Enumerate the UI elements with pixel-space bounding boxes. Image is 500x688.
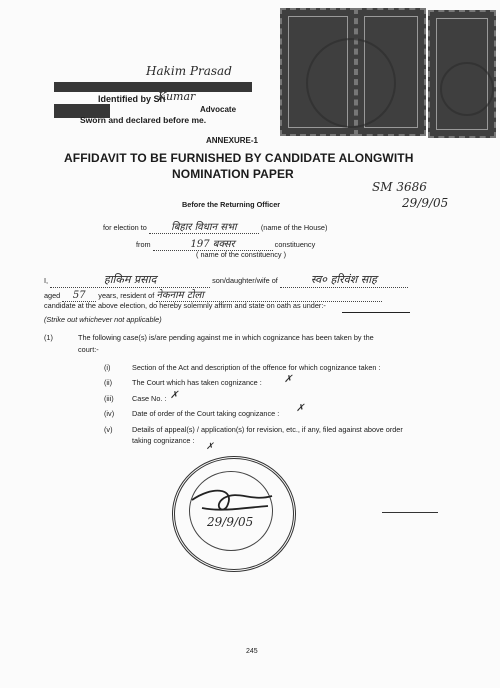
case-item-text: The Court which has taken cognizance : xyxy=(132,378,262,387)
constituency-name: 197 बक्सर xyxy=(153,236,273,251)
page-number: 245 xyxy=(246,648,258,655)
aged-label: aged xyxy=(44,291,61,300)
constituency-suffix: constituency xyxy=(274,240,316,249)
annexure-label: ANNEXURE-1 xyxy=(206,136,259,145)
deponent-name-line xyxy=(44,272,408,288)
case-item-mark: ✗ xyxy=(284,374,293,385)
case-item-text: Case No. : xyxy=(132,394,167,403)
returning-officer-heading: Before the Returning Officer xyxy=(182,200,281,209)
side-note-line-2: 29/9/05 xyxy=(402,196,449,210)
stamp-cancellation-seal-2 xyxy=(440,62,494,116)
strike-note: (Strike out whichever not applicable) xyxy=(44,315,162,324)
seal-date: 29/9/05 xyxy=(207,515,254,529)
election-line xyxy=(103,219,327,234)
attestation-stamp-smudge xyxy=(54,82,252,92)
relation-label: son/daughter/wife of xyxy=(212,276,278,285)
case-item-label: (v) xyxy=(104,425,113,434)
attestation-line-3: Sworn and declared before me. xyxy=(80,115,207,125)
case-item-mark: ✗ xyxy=(206,442,214,452)
constituency-line xyxy=(136,236,315,251)
from-label: from xyxy=(136,240,151,249)
deponent-name: हाकिम प्रसाद xyxy=(50,272,210,288)
attestation-line-1: Identified by Sri xyxy=(98,94,166,104)
case-item-label: (iii) xyxy=(104,394,114,403)
deponent-residence: नेकनाम टोला xyxy=(156,287,382,302)
attestation-handwriting-2: Kumar xyxy=(158,90,196,103)
case-item-text: Section of the Act and description of the offence for which cognizance taken : xyxy=(132,363,381,372)
house-suffix: (name of the House) xyxy=(260,223,328,232)
case-section-number: (1) xyxy=(44,333,53,342)
case-item-label: (iv) xyxy=(104,409,115,418)
strike-underline xyxy=(342,312,410,313)
affirm-statement: candidate at the above election, do hereby solemnly affirm and state on oath as under:- xyxy=(44,301,326,310)
case-item-mark: ✗ xyxy=(170,390,179,401)
side-note-line-1: SM 3686 xyxy=(372,180,427,194)
deponent-age: 57 xyxy=(62,290,96,302)
notary-seal xyxy=(172,456,296,572)
page-title-line-2: NOMINATION PAPER xyxy=(172,167,294,181)
stamp-cancellation-seal xyxy=(306,38,396,128)
case-item-text-continued: taking cognizance : xyxy=(132,436,195,445)
i-label: I, xyxy=(44,276,49,285)
page-title-line-1: AFFIDAVIT TO BE FURNISHED BY CANDIDATE ALONGWITH xyxy=(64,151,414,165)
election-prefix: for election to xyxy=(103,223,147,232)
case-item-text: Details of appeal(s) / application(s) for revision, etc., if any, filed against above order xyxy=(132,425,403,434)
constituency-note: ( name of the constituency ) xyxy=(196,250,287,259)
case-section-text-1: The following case(s) is/are pending against me in which cognizance has been taken by the xyxy=(78,333,374,342)
case-item-label: (i) xyxy=(104,363,111,372)
case-item-text: Date of order of the Court taking cognizance : xyxy=(132,409,280,418)
resident-label: years, resident of xyxy=(98,291,155,300)
father-name: स्व० हरिवंश साह xyxy=(280,272,408,288)
signature-scribble xyxy=(172,456,290,566)
case-item-mark: ✗ xyxy=(296,403,305,414)
deponent-age-line xyxy=(44,287,382,302)
case-section-text-2: court:- xyxy=(78,345,99,354)
attestation-handwriting-1: Hakim Prasad xyxy=(146,64,232,78)
case-item-label: (ii) xyxy=(104,378,113,387)
seal-side-line xyxy=(382,512,438,513)
house-name: बिहार विधान सभा xyxy=(149,219,259,234)
attestation-line-2: Advocate xyxy=(200,105,237,114)
